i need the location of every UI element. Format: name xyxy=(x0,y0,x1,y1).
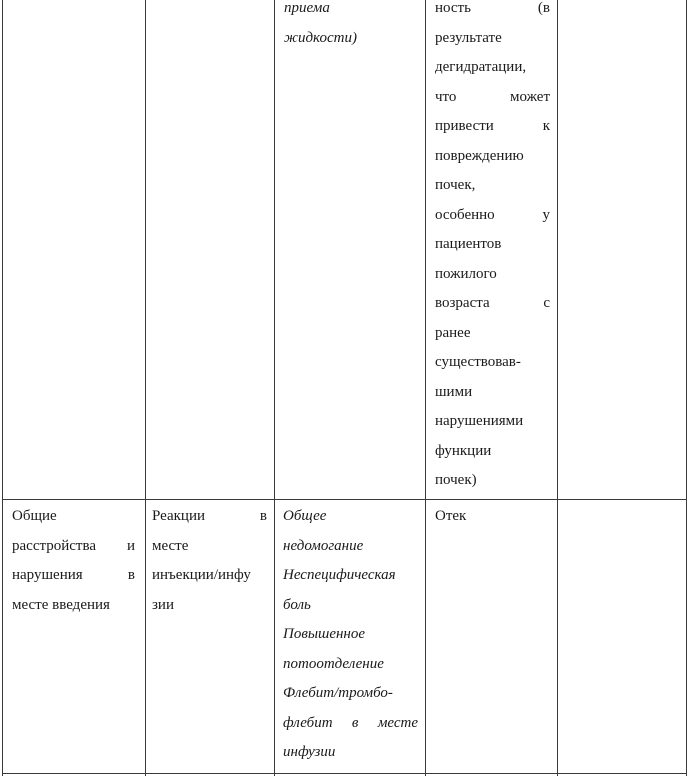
text-line: ность (в xyxy=(435,0,550,16)
text-line: почек) xyxy=(435,472,477,488)
text-line: шими xyxy=(435,383,473,400)
table-border-col3 xyxy=(425,0,426,776)
table-border-col4 xyxy=(557,0,558,776)
top-row-col4-cell xyxy=(435,0,550,496)
text-line: месте xyxy=(152,537,189,554)
text-line: ранее xyxy=(435,324,471,341)
text-line: нарушениями xyxy=(435,413,524,429)
text-line: расстройства и xyxy=(12,537,135,554)
text-line: особенно у xyxy=(435,206,550,223)
bottom-row-col4-cell xyxy=(435,502,550,532)
text-line: Повышенное xyxy=(283,626,366,642)
table-border-bottom xyxy=(2,773,687,774)
text-line: результате xyxy=(435,29,502,46)
text-line: зии xyxy=(152,596,174,613)
text-line: Общее xyxy=(283,508,327,524)
text-line: Отек xyxy=(435,508,467,524)
table-border-left xyxy=(2,0,3,776)
text-line: повреждению xyxy=(435,147,524,164)
text-line: недомогание xyxy=(283,537,364,554)
text-line: пациентов xyxy=(435,236,502,252)
text-line: нарушения в xyxy=(12,567,135,583)
text-line: инъекции/инфу xyxy=(152,567,251,583)
text-line: функции xyxy=(435,442,492,459)
text-line: потоотделение xyxy=(283,655,384,672)
text-line: пожилого xyxy=(435,265,497,282)
text-line: жидкости) xyxy=(284,29,357,46)
bottom-row-col3-cell xyxy=(283,502,418,768)
text-line: Флебит/тромбо- xyxy=(283,685,393,701)
table-border-col2 xyxy=(274,0,275,776)
text-line: дегидратации, xyxy=(435,59,527,75)
text-line: приема xyxy=(284,0,330,16)
text-line: месте введения xyxy=(12,596,110,613)
text-line: возраста с xyxy=(435,295,550,311)
text-line: Реакции в xyxy=(152,508,267,524)
text-line: боль xyxy=(283,596,311,613)
text-line: флебит в месте xyxy=(283,714,418,731)
bottom-row-col2-cell xyxy=(152,502,267,620)
table-row-divider xyxy=(2,499,687,500)
text-line: что может xyxy=(435,88,550,105)
text-line: Общие xyxy=(12,508,57,524)
table-border-right xyxy=(686,0,687,776)
text-line: инфузии xyxy=(283,744,336,760)
table-border-col1 xyxy=(145,0,146,776)
top-row-col3-cell xyxy=(284,0,419,53)
text-line: привести к xyxy=(435,118,550,134)
text-line: Неспецифическая xyxy=(283,567,396,583)
text-line: существовав- xyxy=(435,354,521,370)
text-line: почек, xyxy=(435,177,476,193)
bottom-row-col1-cell xyxy=(12,502,135,620)
